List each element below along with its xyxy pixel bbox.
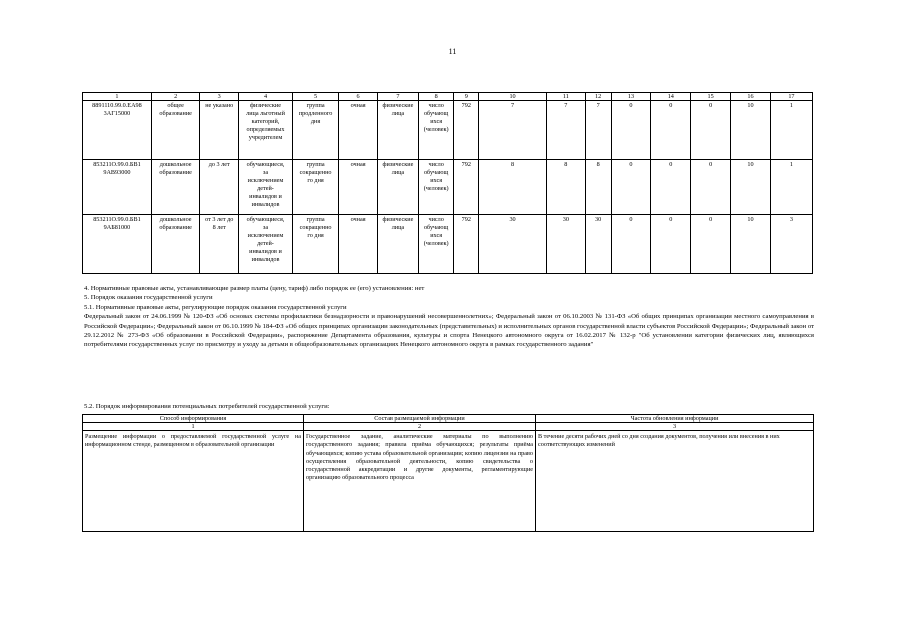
column-number-4: 4 [239,93,293,101]
table-cell: 1 [770,160,812,215]
table-cell: 0 [611,101,651,160]
paragraph-5: 5. Порядок оказания государственной услуги [84,294,213,302]
table-cell: обучающиеся, за исключением детей- инвалидов и инвалидов [239,160,293,215]
table-cell: очная [339,160,378,215]
paragraph-5-2: 5.2. Порядок информирования потенциальных потребителей государственной услуги: [84,403,330,410]
table-cell: группа продленного дня [292,101,338,160]
table-cell: не указано [200,101,239,160]
table-cell: физические лица [377,160,418,215]
info-header-content: Состав размещаемой информации [304,415,536,423]
table-cell: 30 [546,215,585,274]
table-cell: 10 [731,101,771,160]
table-cell: 30 [479,215,547,274]
paragraph-5-1: 5.1. Нормативные правовые акты, регулирующие порядок оказания государственной услуги [84,303,347,311]
table-cell: 853211О.99.0.БВ1 9АВ93000 [83,160,152,215]
table-cell: 7 [479,101,547,160]
table-cell: 0 [611,215,651,274]
column-number-11: 11 [546,93,585,101]
table-cell: 853211О.99.0.БВ1 9АБ81000 [83,215,152,274]
info-number-1: 1 [83,423,304,431]
column-number-10: 10 [479,93,547,101]
table-cell: число обучающ ихся (человек) [418,215,454,274]
indicators-table [82,92,813,274]
table-cell: общее образование [151,101,199,160]
table-cell: 8891110.99.0.ЕА98 3АГ15000 [83,101,152,160]
column-number-15: 15 [691,93,731,101]
info-number-3: 3 [536,423,814,431]
info-cell-frequency: В течение десяти рабочих дней со дня создания документов, получения или внесения в них соответствующих изменений [536,431,814,532]
table-cell: 792 [454,160,479,215]
table-cell: 8 [479,160,547,215]
info-cell-content: Государственное задание, аналитические материалы по выполнению государственного задания; правила приёма обучающихся; результаты приёма обучающихся; копию устава образовательной организации; копию лицензии на право осуществления образовательной деятельности, копию свидетельства о государственной аккредитации и другие документы, регламентирующие организацию образовательного процесса [304,431,536,532]
table-row [83,160,813,215]
column-number-7: 7 [377,93,418,101]
table-cell: физические лица льготный категорий, определяемых учредителем [239,101,293,160]
table-cell: дошкольное образование [151,215,199,274]
table-cell: очная [339,215,378,274]
table-cell: 30 [585,215,611,274]
column-number-5: 5 [292,93,338,101]
table-cell: 792 [454,101,479,160]
info-number-2: 2 [304,423,536,431]
information-table [82,414,814,532]
table-cell: группа сокращенно го дня [292,215,338,274]
table-cell: 0 [691,215,731,274]
column-number-13: 13 [611,93,651,101]
table-cell: группа сокращенно го дня [292,160,338,215]
column-number-2: 2 [151,93,199,101]
column-number-6: 6 [339,93,378,101]
section-5-text [84,284,814,350]
table-cell: 1 [770,101,812,160]
table-cell: обучающиеся, за исключением детей- инвалидов и инвалидов [239,215,293,274]
table-cell: 10 [731,215,771,274]
column-number-8: 8 [418,93,454,101]
table-cell: 0 [611,160,651,215]
table-cell: физические лица [377,101,418,160]
table-cell: 10 [731,160,771,215]
table-cell: 792 [454,215,479,274]
paragraph-4: 4. Нормативные правовые акты, устанавливающие размер платы (цену, тариф) либо порядок ее (его) установления: нет [84,285,425,292]
table-cell: дошкольное образование [151,160,199,215]
table-cell: 0 [691,160,731,215]
table-cell: 0 [651,160,691,215]
table-cell: физические лица [377,215,418,274]
info-cell-method: Размещение информации о предоставляемой государственной услуге на информационном стенде, размещенном в образовательной организации [83,431,304,532]
column-number-17: 17 [770,93,812,101]
table-cell: 8 [546,160,585,215]
table-cell: от 3 лет до 8 лет [200,215,239,274]
table-cell: 7 [585,101,611,160]
table-cell: число обучающ ихся (человек) [418,101,454,160]
column-number-12: 12 [585,93,611,101]
info-header-frequency: Частота обновления информации [536,415,814,423]
table-cell: 0 [651,215,691,274]
table-cell: 0 [691,101,731,160]
table-cell: до 3 лет [200,160,239,215]
column-number-9: 9 [454,93,479,101]
column-number-1: 1 [83,93,152,101]
table-cell: 0 [651,101,691,160]
table-cell: 8 [585,160,611,215]
column-number-14: 14 [651,93,691,101]
column-number-3: 3 [200,93,239,101]
table-row [83,215,813,274]
table-cell: число обучающ ихся (человек) [418,160,454,215]
table-cell: 3 [770,215,812,274]
table-row [83,101,813,160]
table-cell: 7 [546,101,585,160]
column-number-16: 16 [731,93,771,101]
info-header-method: Способ информирования [83,415,304,423]
table-cell: очная [339,101,378,160]
paragraph-5-1-text: Федеральный закон от 24.06.1999 № 120-ФЗ «Об основах системы профилактики безнадзорности и правонарушений несовершеннолетних»; Федеральный закон от 06.10.2003 № 131-ФЗ «Об общих принципах организации местного самоуправления в Российской Федерации»; Федеральный закон от 06.10.1999 № 184-ФЗ «Об общих принципах организации законодательных (представительных) и исполнительных органов государственной власти субъектов Российской Федерации»; Федеральный закон от 29.12.2012 № 273-ФЗ «Об образовании в Российской Федерации», распоряжение Департамента образования, культуры и спорта Ненецкого автономного округа от 16.02.2017 № 132-р "Об установлении категории физических лиц, являющихся потребителями государственных услуг по присмотру и уходу за детьми в общеобразовательных организациях Ненецкого автономного округа в рамках государственного задания" [84,313,814,349]
page-number: 11 [448,47,457,56]
